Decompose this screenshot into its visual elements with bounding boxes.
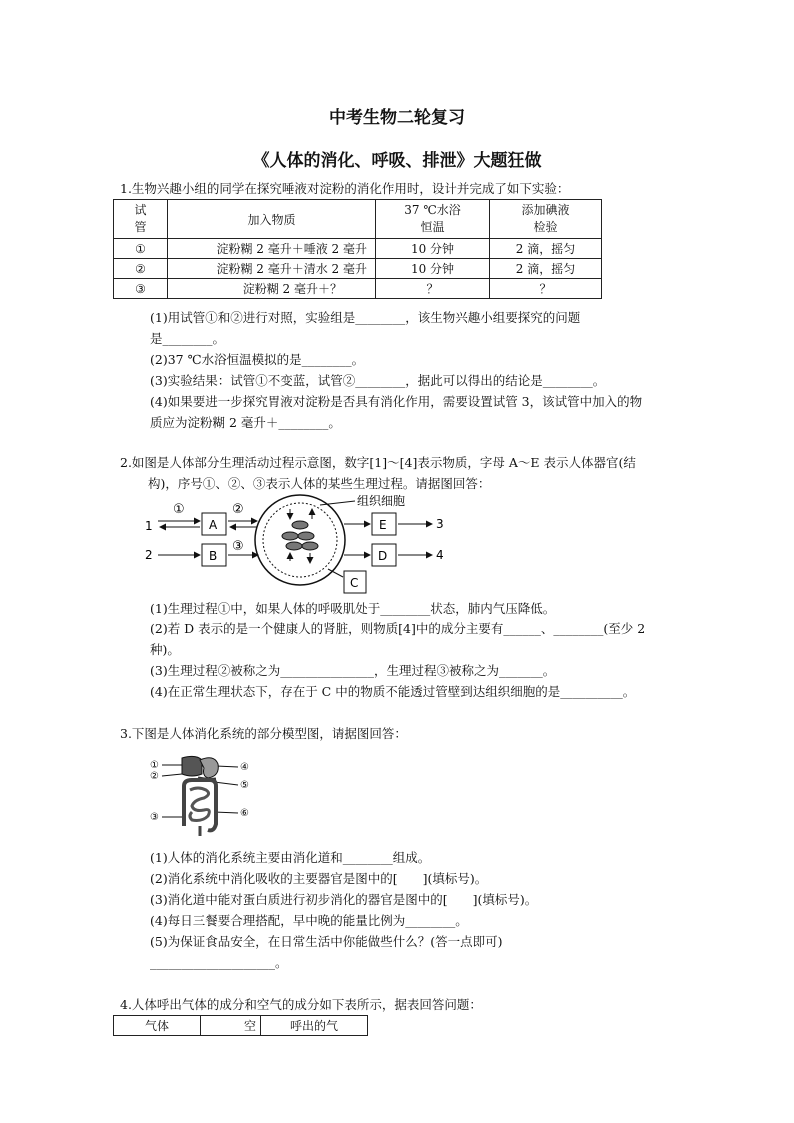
q3-stem: 3.下图是人体消化系统的部分模型图，请据图回答： [120,726,407,741]
table-cell: 空 [201,1016,261,1036]
table-header-row [114,200,602,239]
capillary-inner-ring [263,503,337,577]
table-cell: ？ [376,279,490,299]
q3-sub5b: ____________________。 [150,955,288,970]
table-cell: 淀粉糊 2 毫升＋清水 2 毫升 [168,259,376,279]
box-label-c: C [350,576,359,590]
header-substance: 加入物质 [168,200,376,239]
table-cell: 2 滴，摇匀 [490,259,602,279]
box-label-b: B [209,549,218,563]
table-cell: ② [114,259,168,279]
q4-stem: 4.人体呼出气体的成分和空气的成分如下表所示，据表回答问题： [120,997,482,1012]
tissue-cell [302,542,318,550]
table-header-row [114,1016,368,1036]
q3-sub2: (2)消化系统中消化吸收的主要器官是图中的[ ](填标号)。 [150,871,488,886]
organ-label-2: ② [150,771,159,782]
leader-line [216,766,238,767]
q3-sub1: (1)人体的消化系统主要由消化道和________组成。 [150,850,431,865]
tissue-cell [292,521,308,529]
q1-sub3: (3)实验结果：试管①不变蓝，试管②________，据此可以得出的结论是________。 [150,373,606,388]
header-waterbath: 37 ℃水浴 恒温 [376,200,490,239]
q3-sub3: (3)消化道中能对蛋白质进行初步消化的器官是图中的[ ](填标号)。 [150,892,538,907]
process-label-2: ② [232,502,244,517]
table-cell: 淀粉糊 2 毫升＋唾液 2 毫升 [168,239,376,259]
organ-label-4: ④ [240,762,249,773]
q4-table [113,1015,368,1036]
box-label-a: A [209,518,218,532]
table-cell: 淀粉糊 2 毫升＋？ [168,279,376,299]
substance-label-2: 2 [145,548,153,562]
organ-label-1: ① [150,760,159,771]
digestive-system-diagram [148,752,263,837]
table-cell: ③ [114,279,168,299]
organ-label-3: ③ [150,812,159,823]
q1-table [113,199,602,299]
leader-line [162,774,182,776]
page-title: 中考生物二轮复习 [329,108,465,128]
q1-stem: 1.生物兴趣小组的同学在探究唾液对淀粉的消化作用时，设计并完成了如下实验： [120,181,570,196]
table-cell: ① [114,239,168,259]
process-label-1: ① [173,502,185,517]
page-subtitle: 《人体的消化、呼吸、排泄》大题狂做 [252,151,542,171]
process-label-3: ③ [232,539,244,554]
organ-label-5: ⑤ [240,780,249,791]
substance-label-1: 1 [145,519,153,533]
q1-sub1a: (1)用试管①和②进行对照，实验组是________，该生物兴趣小组要探究的问题 [150,310,581,325]
table-cell: 10 分钟 [376,259,490,279]
header-iodine: 添加碘液 检验 [490,200,602,239]
tissue-cell [286,542,302,550]
q2-sub2b: 种)。 [150,642,180,657]
q2-sub3: (3)生理过程②被称之为_______________，生理过程③被称之为_______。 [150,663,556,678]
q3-sub5a: (5)为保证食品安全，在日常生活中你能做些什么？(答一点即可) [150,934,503,949]
q1-sub4b: 质应为淀粉糊 2 毫升＋________。 [150,415,341,430]
table-cell: 气体 [114,1016,201,1036]
q2-sub2a: (2)若 D 表示的是一个健康人的肾脏，则物质[4]中的成分主要有______、________(至少 2 [150,621,646,636]
small-intestine-shape [190,788,209,821]
tissue-cell [298,532,314,540]
box-label-e: E [379,518,387,532]
table-row [114,259,602,279]
liver-shape [182,756,202,776]
box-label-d: D [378,549,388,563]
q1-sub2: (2)37 ℃水浴恒温模拟的是________。 [150,352,365,367]
table-row [114,279,602,299]
q1-sub4a: (4)如果要进一步探究胃液对淀粉是否具有消化作用，需要设置试管 3，该试管中加入的物 [150,394,643,409]
table-cell: 10 分钟 [376,239,490,259]
q3-sub4: (4)每日三餐要合理搭配，早中晚的能量比例为________。 [150,913,468,928]
table-cell: 呼出的气 [261,1016,368,1036]
q2-stem-a: 2.如图是人体部分生理活动过程示意图，数字[1]～[4]表示物质，字母 A～E 表示人体器官(结 [120,455,636,470]
substance-label-4: 4 [436,548,444,562]
q1-sub1b: 是________。 [150,331,226,346]
tissue-cell [282,532,298,540]
table-row [114,239,602,259]
physiology-diagram [140,493,470,598]
q2-stem-b: 构)，序号①、②、③表示人体的某些生理过程。请据图回答： [148,476,491,491]
q2-sub4: (4)在正常生理状态下，存在于 C 中的物质不能透过管壁到达组织细胞的是__________。 [150,684,636,699]
table-cell: ？ [490,279,602,299]
header-tube: 试 管 [114,200,168,239]
capillary-outer-ring [255,495,345,585]
stomach-shape [200,758,218,778]
tissue-cell-label: 组织细胞 [357,494,406,508]
table-cell: 2 滴，摇匀 [490,239,602,259]
q2-sub1: (1)生理过程①中，如果人体的呼吸肌处于________状态，肺内气压降低。 [150,601,556,616]
organ-label-6: ⑥ [240,808,249,819]
substance-label-3: 3 [436,517,444,531]
